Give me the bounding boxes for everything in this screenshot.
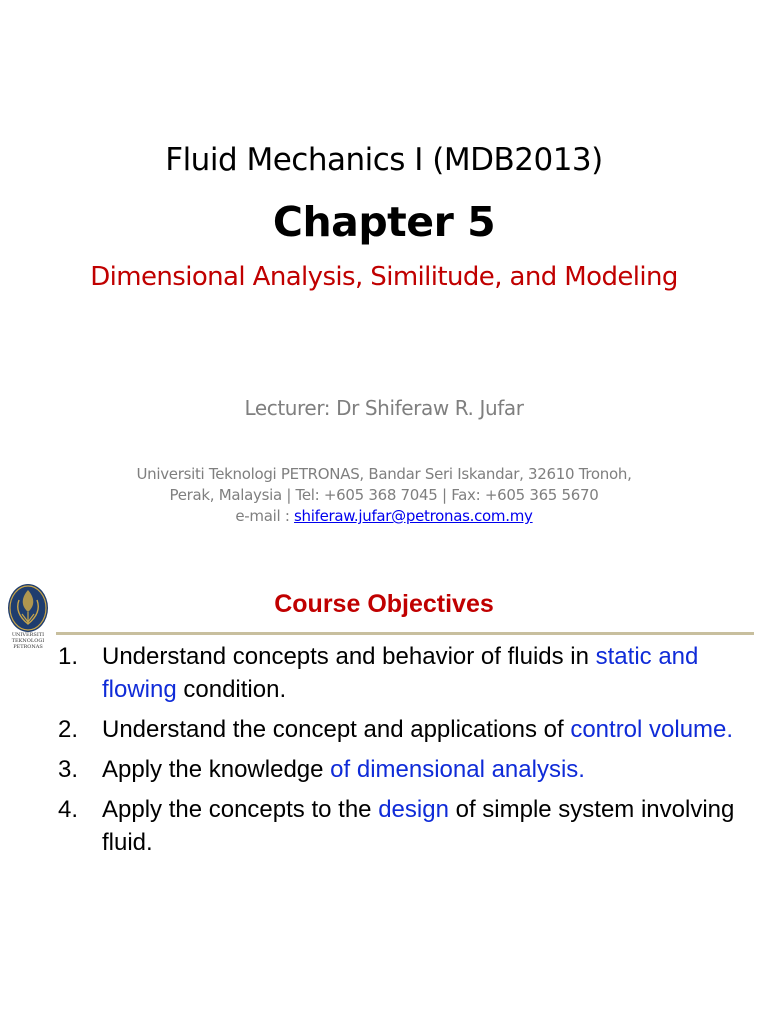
objectives-divider — [56, 632, 754, 635]
chapter-subtitle: Dimensional Analysis, Similitude, and Modeling — [90, 262, 678, 292]
objective-highlight: design — [378, 796, 449, 823]
objective-number: 3. — [58, 756, 79, 783]
contact-address — [0, 464, 768, 527]
address-line-1: Universiti Teknologi PETRONAS, Bandar Seri Iskandar, 32610 Tronoh, — [136, 465, 632, 483]
email-line — [0, 506, 768, 527]
address-line-2: Perak, Malaysia | Tel: +605 368 7045 | Fax: +605 365 5670 — [169, 486, 599, 504]
objective-highlight: static and flowing — [102, 643, 699, 703]
objectives-list — [58, 640, 758, 866]
objective-item — [58, 713, 758, 746]
objective-text: Apply the knowledge — [102, 756, 331, 783]
objective-highlight: of dimensional analysis. — [330, 756, 585, 783]
logo-caption — [4, 632, 52, 650]
email-link[interactable]: shiferaw.jufar@petronas.com.my — [294, 507, 533, 525]
objective-item — [58, 640, 758, 706]
course-title: Fluid Mechanics I (MDB2013) — [165, 142, 603, 178]
objective-number: 4. — [58, 796, 79, 823]
logo-text-line: PETRONAS — [13, 644, 43, 650]
objectives-title: Course Objectives — [274, 590, 494, 618]
objective-text: Understand the concept and applications of — [102, 716, 571, 743]
objective-text: Understand concepts and behavior of fluids in — [102, 643, 596, 670]
objective-text-tail: of simple system involving fluid. — [102, 796, 735, 856]
logo-text-line: UNIVERSITI — [11, 632, 45, 638]
objective-number: 2. — [58, 716, 79, 743]
objective-text: Apply the concepts to the — [102, 796, 379, 823]
chapter-title: Chapter 5 — [272, 198, 496, 246]
objective-number: 1. — [58, 643, 79, 670]
objective-text-tail: condition. — [176, 676, 287, 703]
lecturer-line: Lecturer: Dr Shiferaw R. Jufar — [244, 396, 524, 420]
objective-item — [58, 793, 758, 859]
objective-item — [58, 753, 758, 786]
logo-text-line: TEKNOLOGI — [11, 638, 45, 644]
objective-highlight: control volume. — [570, 716, 734, 743]
email-label: e-mail : — [235, 507, 295, 525]
